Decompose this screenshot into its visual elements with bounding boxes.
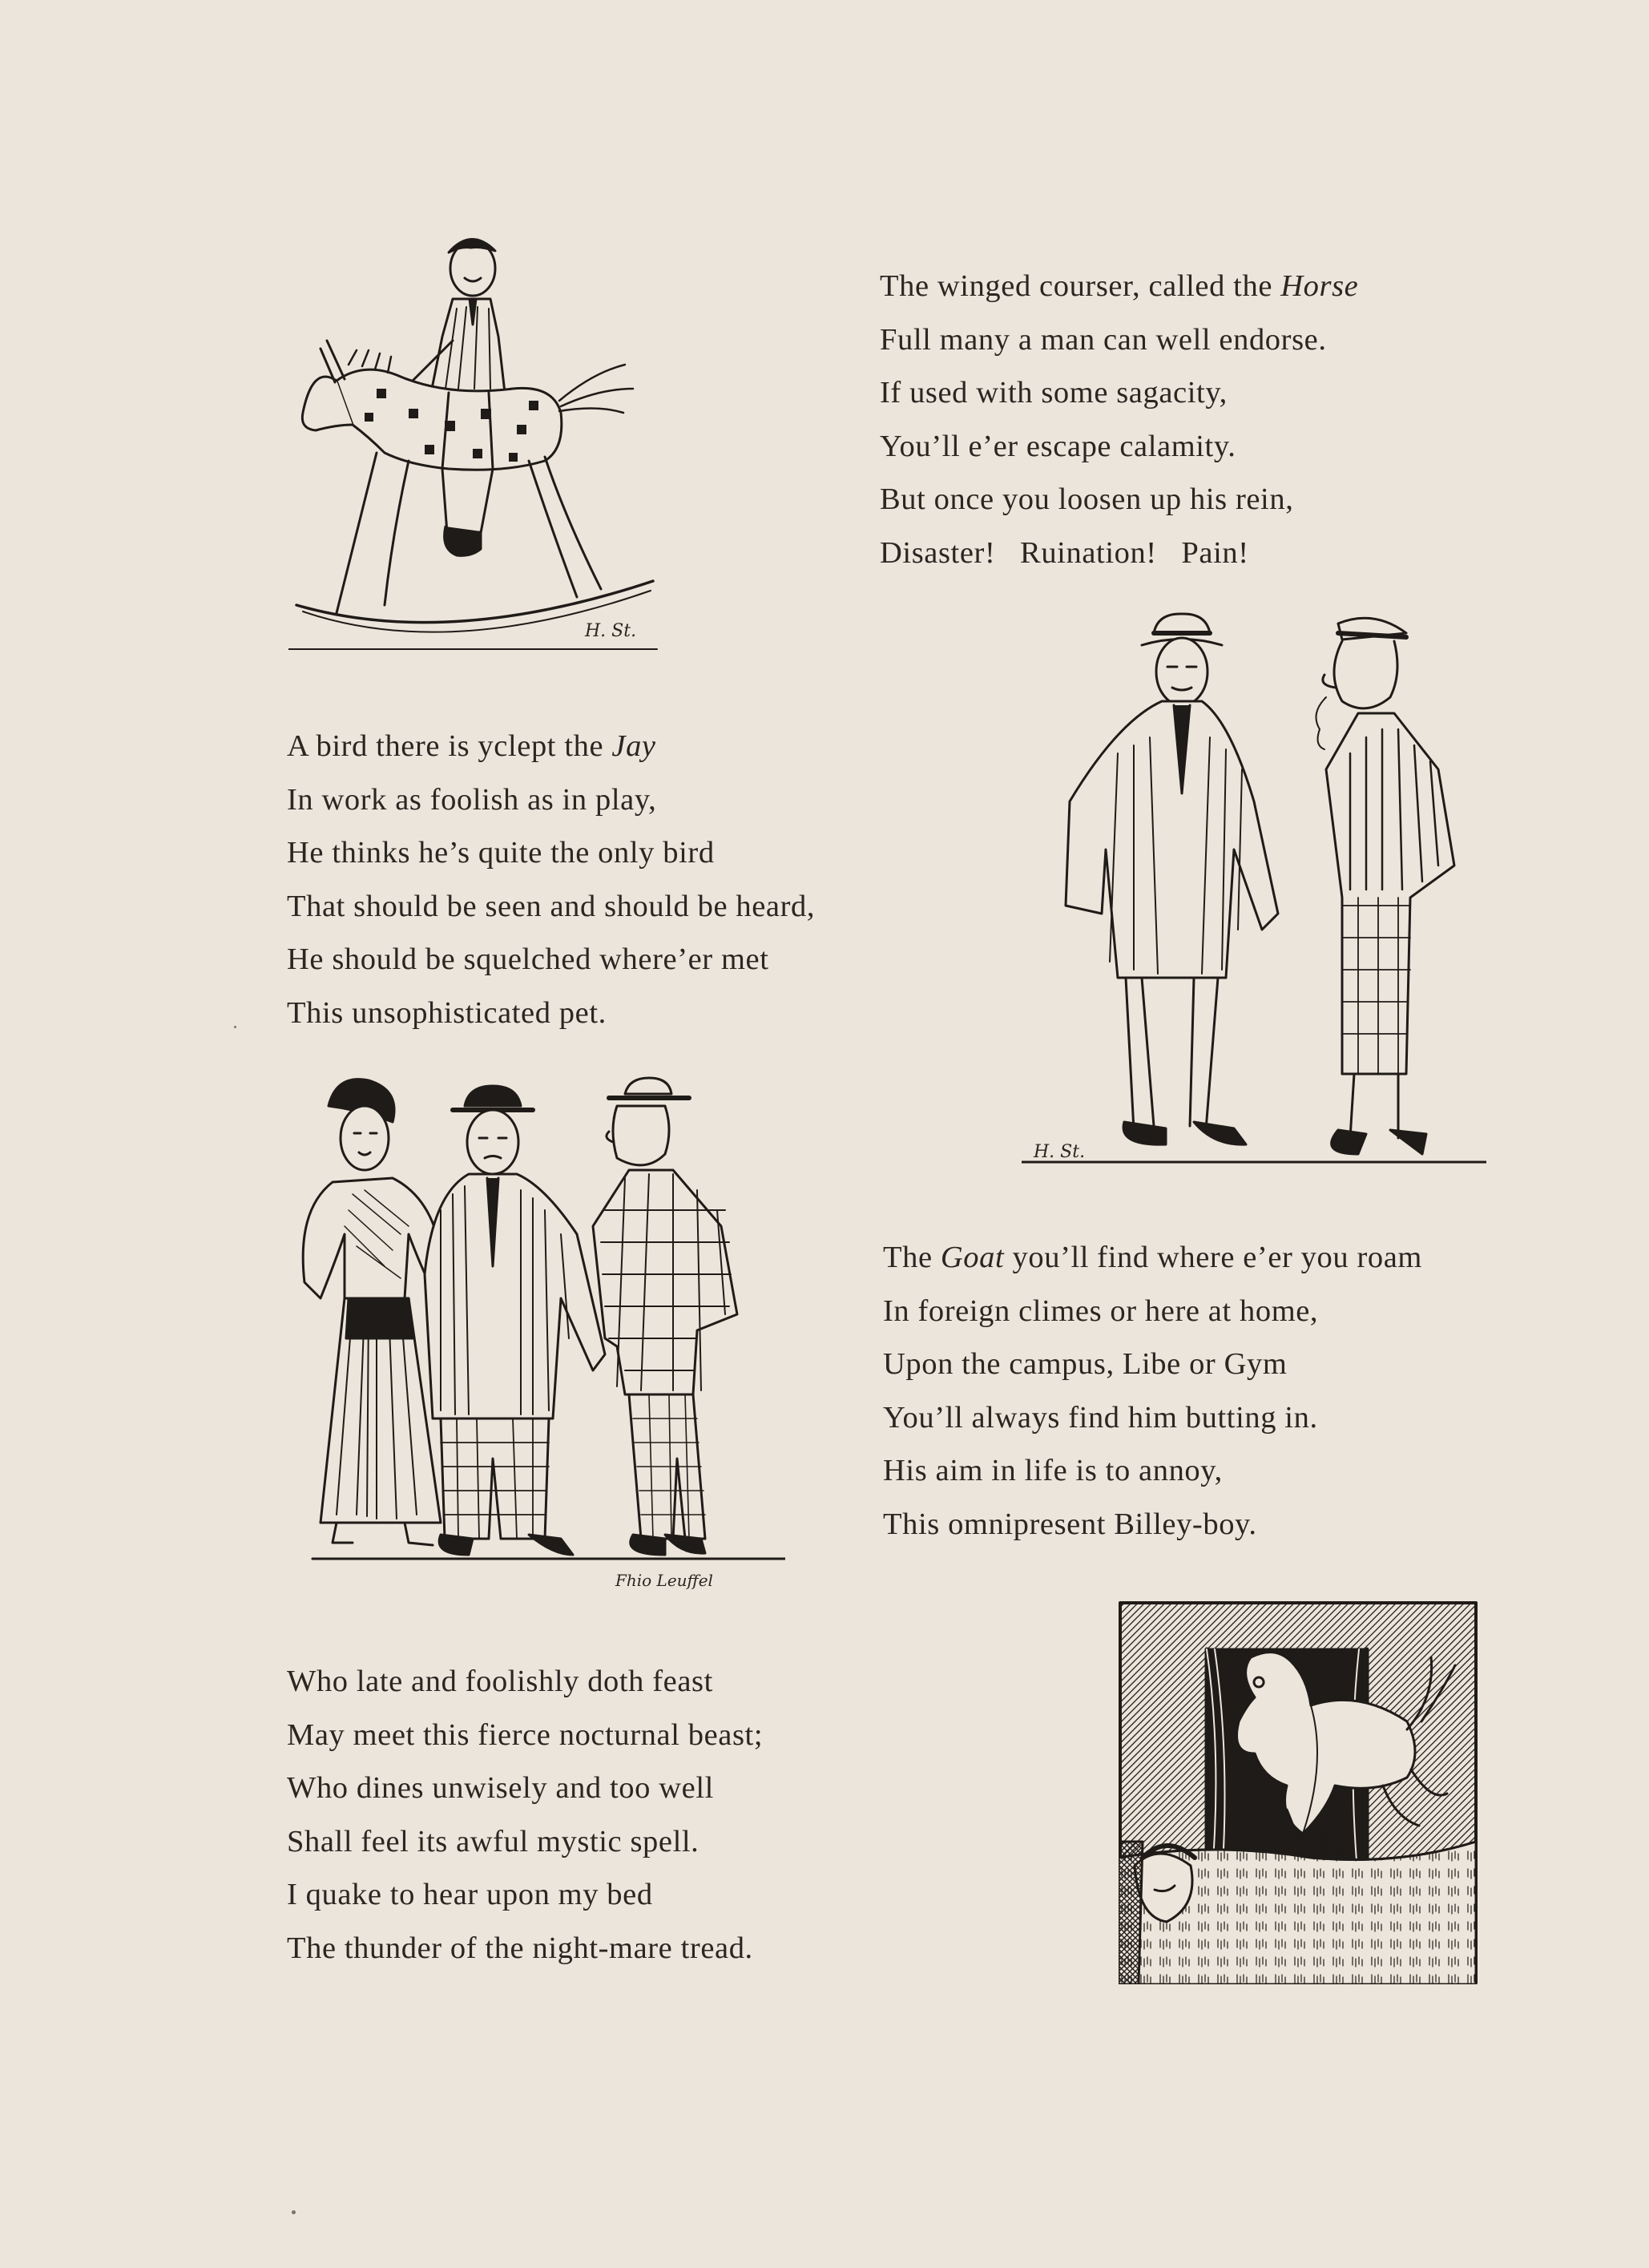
verse-line: I quake to hear upon my bed (287, 1878, 653, 1911)
goat-trio-signature: Fhio Leuffel (615, 1571, 713, 1590)
goat-trio-illustration (288, 1074, 785, 1587)
verse-line: He should be squelched where’er met (287, 942, 769, 976)
verse-line: Upon the campus, Libe or Gym (883, 1347, 1288, 1381)
verse-line: Shall feel its awful mystic spell. (287, 1824, 700, 1858)
stanza-horse (880, 260, 1358, 579)
stanza-goat (883, 1231, 1422, 1551)
verse-line: That should be seen and should be heard, (287, 889, 816, 923)
verse-line: This unsophisticated pet. (287, 995, 607, 1030)
verse-line: You’ll e’er escape calamity. (880, 429, 1236, 463)
jay-pair-illustration (1022, 609, 1486, 1170)
verse-line: A bird there is yclept the Jay (287, 729, 656, 763)
verse-line: In foreign climes or here at home, (883, 1293, 1319, 1328)
jay-pair-signature: H. St. (1034, 1142, 1086, 1162)
verse-line: In work as foolish as in play, (287, 782, 657, 817)
rocking-horse-illustration (288, 228, 665, 661)
verse-line: If used with some sagacity, (880, 376, 1228, 410)
paper-speck (292, 2210, 296, 2214)
verse-line: May meet this fierce nocturnal beast; (287, 1717, 764, 1752)
verse-line: The thunder of the night-mare tread. (287, 1931, 753, 1965)
verse-line: You’ll always find him butting in. (883, 1400, 1318, 1435)
paper-speck (234, 1026, 236, 1028)
stanza-jay (287, 720, 815, 1039)
verse-line: This omnipresent Billey-boy. (883, 1507, 1257, 1541)
verse-line: The winged courser, called the Horse (880, 269, 1359, 303)
verse-line: Full many a man can well endorse. (880, 322, 1327, 357)
nightmare-illustration (1119, 1601, 1478, 1984)
rocking-horse-signature: H. St. (585, 621, 637, 641)
stanza-nightmare (287, 1655, 763, 1975)
verse-line: Who dines unwisely and too well (287, 1771, 714, 1805)
verse-line: Disaster! Ruination! Pain! (880, 535, 1249, 570)
verse-line: He thinks he’s quite the only bird (287, 836, 715, 870)
verse-line: But once you loosen up his rein, (880, 482, 1294, 516)
verse-line: His aim in life is to annoy, (883, 1454, 1223, 1487)
verse-line: The Goat you’ll find where e’er you roam (883, 1241, 1422, 1274)
verse-line: Who late and foolishly doth feast (287, 1665, 713, 1698)
